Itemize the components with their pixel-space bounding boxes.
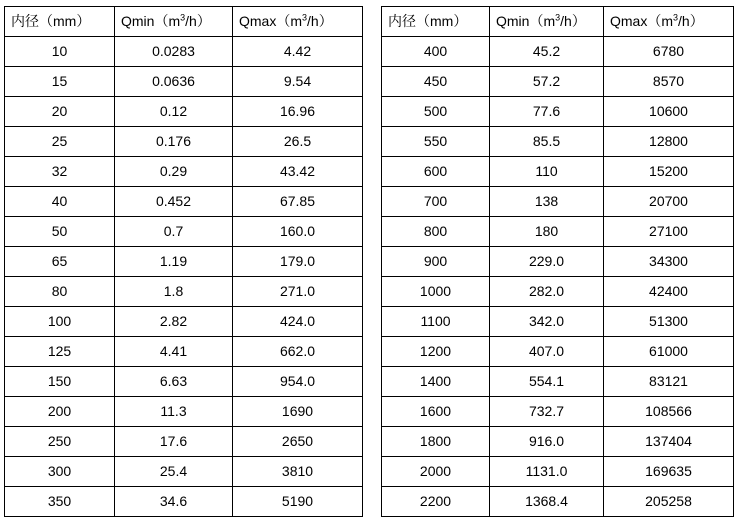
cell-qmax: 205258	[604, 487, 734, 517]
table-body-left	[5, 37, 363, 517]
cell-qmin: 34.6	[115, 487, 233, 517]
table-row	[382, 217, 734, 247]
diameter-flow-table-right	[381, 6, 734, 517]
cell-inner-diameter: 2000	[382, 457, 490, 487]
table-header-row	[382, 7, 734, 37]
cell-qmax: 169635	[604, 457, 734, 487]
cell-qmin: 0.0283	[115, 37, 233, 67]
cell-qmin: 732.7	[490, 397, 604, 427]
column-header-qmax: $Qmax(m^3/h)$	[604, 7, 734, 37]
cell-qmin: 25.4	[115, 457, 233, 487]
table-row	[382, 277, 734, 307]
table-row	[5, 307, 363, 337]
cell-inner-diameter: 250	[5, 427, 115, 457]
cell-qmax: 9.54	[233, 67, 363, 97]
table-row	[382, 157, 734, 187]
cell-qmax: 137404	[604, 427, 734, 457]
cell-inner-diameter: 15	[5, 67, 115, 97]
cell-qmax: 2650	[233, 427, 363, 457]
cell-inner-diameter: 1400	[382, 367, 490, 397]
cell-qmin: 45.2	[490, 37, 604, 67]
cell-inner-diameter: 600	[382, 157, 490, 187]
cell-qmax: 16.96	[233, 97, 363, 127]
cell-inner-diameter: 150	[5, 367, 115, 397]
cell-inner-diameter: 125	[5, 337, 115, 367]
cell-inner-diameter: 550	[382, 127, 490, 157]
cell-qmin: 6.63	[115, 367, 233, 397]
table-row	[5, 67, 363, 97]
cell-qmax: 43.42	[233, 157, 363, 187]
table-header-row	[5, 7, 363, 37]
cell-inner-diameter: 1100	[382, 307, 490, 337]
cell-qmin: 57.2	[490, 67, 604, 97]
cell-qmin: 85.5	[490, 127, 604, 157]
cell-qmin: 342.0	[490, 307, 604, 337]
cell-qmax: 67.85	[233, 187, 363, 217]
cell-qmax: 160.0	[233, 217, 363, 247]
cell-qmax: 61000	[604, 337, 734, 367]
cell-inner-diameter: 800	[382, 217, 490, 247]
column-header-inner-diameter: 内径（mm）	[5, 7, 115, 37]
cell-qmin: 0.452	[115, 187, 233, 217]
cell-qmax: 20700	[604, 187, 734, 217]
table-row	[5, 367, 363, 397]
cell-qmin: 229.0	[490, 247, 604, 277]
cell-qmin: 0.7	[115, 217, 233, 247]
table-row	[382, 67, 734, 97]
table-row	[382, 337, 734, 367]
cell-inner-diameter: 1600	[382, 397, 490, 427]
cell-inner-diameter: 2200	[382, 487, 490, 517]
table-row	[382, 487, 734, 517]
cell-inner-diameter: 32	[5, 157, 115, 187]
table-row	[5, 397, 363, 427]
cell-qmin: 554.1	[490, 367, 604, 397]
cell-qmax: 51300	[604, 307, 734, 337]
cell-inner-diameter: 50	[5, 217, 115, 247]
column-header-inner-diameter: 内径（mm）	[382, 7, 490, 37]
table-row	[5, 187, 363, 217]
cell-qmax: 12800	[604, 127, 734, 157]
table-row	[5, 337, 363, 367]
cell-qmin: 916.0	[490, 427, 604, 457]
table-row	[382, 187, 734, 217]
cell-inner-diameter: 700	[382, 187, 490, 217]
cell-qmax: 42400	[604, 277, 734, 307]
cell-inner-diameter: 1800	[382, 427, 490, 457]
cell-qmin: 0.176	[115, 127, 233, 157]
cell-qmin: 11.3	[115, 397, 233, 427]
cell-qmin: 0.0636	[115, 67, 233, 97]
cell-qmax: 179.0	[233, 247, 363, 277]
cell-inner-diameter: 1200	[382, 337, 490, 367]
cell-inner-diameter: 500	[382, 97, 490, 127]
cell-qmin: 180	[490, 217, 604, 247]
cell-inner-diameter: 1000	[382, 277, 490, 307]
cell-qmax: 1690	[233, 397, 363, 427]
column-header-qmin: $Qmin(m^3/h)$	[490, 7, 604, 37]
table-row	[382, 427, 734, 457]
table-row	[5, 427, 363, 457]
cell-qmin: 2.82	[115, 307, 233, 337]
cell-qmax: 27100	[604, 217, 734, 247]
cell-qmin: 0.12	[115, 97, 233, 127]
table-row	[5, 127, 363, 157]
table-row	[382, 127, 734, 157]
cell-qmin: 1368.4	[490, 487, 604, 517]
cell-qmin: 1131.0	[490, 457, 604, 487]
cell-qmax: 4.42	[233, 37, 363, 67]
table-row	[5, 97, 363, 127]
cell-inner-diameter: 20	[5, 97, 115, 127]
cell-qmax: 34300	[604, 247, 734, 277]
cell-inner-diameter: 450	[382, 67, 490, 97]
cell-inner-diameter: 40	[5, 187, 115, 217]
cell-qmax: 26.5	[233, 127, 363, 157]
cell-qmax: 8570	[604, 67, 734, 97]
table-row	[5, 157, 363, 187]
cell-qmin: 110	[490, 157, 604, 187]
cell-qmax: 108566	[604, 397, 734, 427]
cell-qmax: 424.0	[233, 307, 363, 337]
table-row	[382, 367, 734, 397]
cell-inner-diameter: 400	[382, 37, 490, 67]
cell-inner-diameter: 10	[5, 37, 115, 67]
cell-inner-diameter: 65	[5, 247, 115, 277]
cell-inner-diameter: 25	[5, 127, 115, 157]
column-header-qmax: $Qmax(m^3/h)$	[233, 7, 363, 37]
cell-qmin: 0.29	[115, 157, 233, 187]
table-row	[382, 457, 734, 487]
cell-qmin: 17.6	[115, 427, 233, 457]
table-row	[5, 217, 363, 247]
cell-qmax: 83121	[604, 367, 734, 397]
column-header-qmin: $Qmin(m^3/h)$	[115, 7, 233, 37]
cell-qmax: 271.0	[233, 277, 363, 307]
table-body-right	[382, 37, 734, 517]
cell-qmin: 282.0	[490, 277, 604, 307]
table-row	[5, 277, 363, 307]
cell-qmin: 4.41	[115, 337, 233, 367]
cell-inner-diameter: 300	[5, 457, 115, 487]
cell-inner-diameter: 900	[382, 247, 490, 277]
table-row	[5, 247, 363, 277]
cell-qmax: 954.0	[233, 367, 363, 397]
cell-qmin: 1.8	[115, 277, 233, 307]
cell-qmax: 6780	[604, 37, 734, 67]
cell-inner-diameter: 80	[5, 277, 115, 307]
table-row	[382, 37, 734, 67]
cell-qmax: 15200	[604, 157, 734, 187]
table-row	[5, 487, 363, 517]
table-row	[382, 247, 734, 277]
table-row	[382, 307, 734, 337]
cell-qmin: 77.6	[490, 97, 604, 127]
table-row	[382, 97, 734, 127]
cell-qmax: 5190	[233, 487, 363, 517]
diameter-flow-table-left	[4, 6, 363, 517]
table-row	[5, 457, 363, 487]
cell-qmin: 138	[490, 187, 604, 217]
cell-qmax: 662.0	[233, 337, 363, 367]
cell-qmax: 10600	[604, 97, 734, 127]
table-row	[5, 37, 363, 67]
cell-inner-diameter: 200	[5, 397, 115, 427]
cell-qmin: 407.0	[490, 337, 604, 367]
table-row	[382, 397, 734, 427]
cell-qmax: 3810	[233, 457, 363, 487]
cell-inner-diameter: 350	[5, 487, 115, 517]
cell-inner-diameter: 100	[5, 307, 115, 337]
cell-qmin: 1.19	[115, 247, 233, 277]
